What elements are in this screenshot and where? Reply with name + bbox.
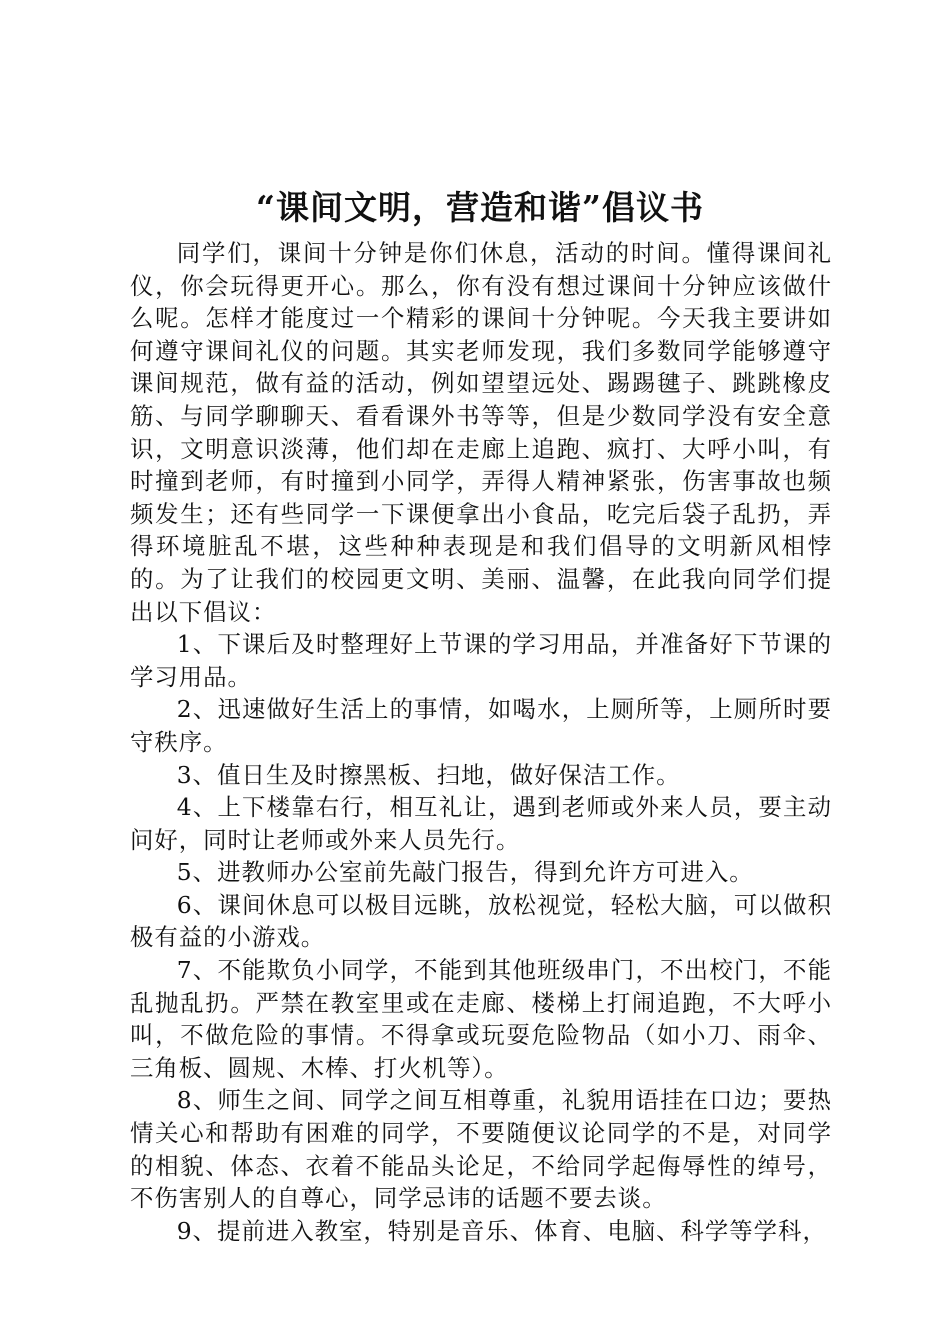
document-title: “课间文明，营造和谐”倡议书 [256,188,704,227]
proposal-item-9: 9、提前进入教室，特别是音乐、体育、电脑、科学等学科， [176,1216,827,1245]
proposal-item-4: 4、上下楼靠右行，相互礼让，遇到老师或外来人员，要主动问好，同时让老师或外来人员先行。 [130,793,832,854]
proposal-item-7: 7、不能欺负小同学，不能到其他班级串门，不出校门，不能乱抛乱扔。严禁在教室里或在走廊、楼梯上打闹追跑，不大呼小叫，不做危险的事情。不得拿或玩耍危险物品（如小刀、雨伞、三角板、圆规、木棒、打火机等）。 [130,956,832,1082]
proposal-item-8: 8、师生之间、同学之间互相尊重，礼貌用语挂在口边；要热情关心和帮助有困难的同学，不要随便议论同学的不是，对同学的相貌、体态、衣着不能品头论足，不给同学起侮辱性的绰号，不伤害别人的自尊心，同学忌讳的话题不要去谈。 [130,1086,832,1213]
proposal-item-6: 6、课间休息可以极目远眺，放松视觉，轻松大脑，可以做积极有益的小游戏。 [130,890,832,952]
intro-paragraph: 同学们，课间十分钟是你们休息，活动的时间。懂得课间礼仪，你会玩得更开心。那么，你有没有想过课间十分钟应该做什么呢。怎样才能度过一个精彩的课间十分钟呢。今天我主要讲如何遵守课间礼仪的问题。其实老师发现，我们多数同学能够遵守课间规范，做有益的活动，例如望望远处、踢踢毽子、跳跳橡皮筋、与同学聊聊天、看看课外书等等，但是少数同学没有安全意识，文明意识淡薄，他们却在走廊上追跑、疯打、大呼小叫，有时撞到老师，有时撞到小同学，弄得人精神紧张，伤害事故也频频发生；还有些同学一下课便拿出小食品，吃完后袋子乱扔，弄得环境脏乱不堪，这些种种表现是和我们倡导的文明新风相悖的。为了让我们的校园更文明、美丽、温馨，在此我向同学们提出以下倡议： [130,239,832,626]
proposal-item-3: 3、值日生及时擦黑板、扫地，做好保洁工作。 [176,760,681,789]
proposal-item-5: 5、进教师办公室前先敲门报告，得到允许方可进入。 [176,858,754,887]
proposal-item-2: 2、迅速做好生活上的事情，如喝水，上厕所等，上厕所时要守秩序。 [130,695,832,756]
proposal-item-1: 1、下课后及时整理好上节课的学习用品，并准备好下节课的学习用品。 [130,630,832,691]
document-body [130,237,832,1247]
